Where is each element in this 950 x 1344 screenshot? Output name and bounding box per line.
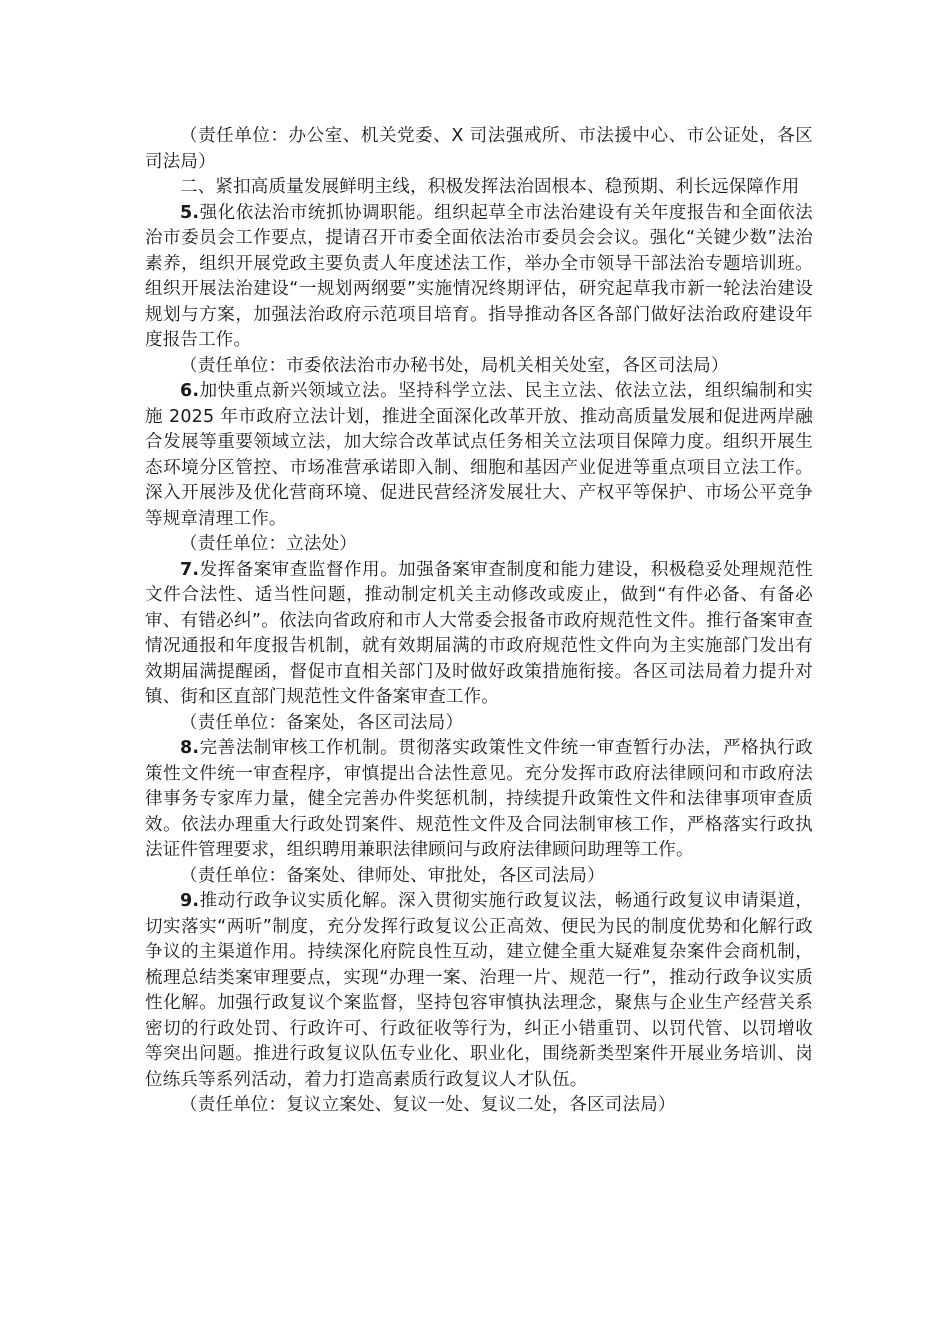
item-number: 9. (180, 891, 200, 911)
section-heading: 二、紧扣高质量发展鲜明主线，积极发挥法治固根本、稳预期、利长远保障作用 (180, 177, 800, 197)
item-number: 6. (180, 381, 200, 401)
responsibility-note: （责任单位：复议立案处、复议一处、复议二处，各区司法局） (180, 1095, 676, 1115)
item-paragraph (145, 889, 813, 1093)
item-number: 7. (180, 559, 200, 580)
item-number: 8. (180, 738, 200, 758)
item-text: 推动行政争议实质化解。深入贯彻实施行政复议法，畅通行政复议申请渠道，切实落实“两听”制度，充分发挥行政复议公正高效、便民为民的制度优势和化解行政争议的主渠道作用。持续深化府院良性互动，建立健全重大疑难复杂案件会商机制，梳理总结类案审理要点，实现“办理一案、治理一片、规范一行”，推动行政争议实质性化解。加强行政复议个案监督，坚持包容审慎执法理念，聚焦与企业生产经营关系密切的行政处罚、行政许可、行政征收等行为，纠正小错重罚、以罚代管、以罚增收等突出问题。推进行政复议队伍专业化、职业化，围绕新类型案件开展业务培训、岗位练兵等系列活动，着力打造高素质行政复议人才队伍。 (145, 891, 813, 1090)
responsibility-note: （责任单位：备案处、律师处、审批处，各区司法局） (180, 865, 605, 886)
responsibility-note: （责任单位：立法处） (180, 534, 357, 554)
item-text: 加快重点新兴领域立法。坚持科学立法、民主立法、依法立法，组织编制和实施 2025 年市政府立法计划，推进全面深化改革开放、推动高质量发展和促进两岸融合发展等重要领域立法，加大综合改革试点任务相关立法项目保障力度。组织开展生态环境分区管控、市场准营承诺即入制、细胞和基因产业促进等重点项目立法工作。深入开展涉及优化营商环境、促进民营经济发展壮大、产权平等保护、市场公平竞争等规章清理工作。 (145, 381, 813, 529)
item-paragraph (145, 379, 813, 532)
item-paragraph (145, 558, 813, 711)
item-text: 强化依法治市统抓协调职能。组织起草全市法治建设有关年度报告和全面依法治市委员会工作要点，提请召开市委全面依法治市委员会会议。强化“关键少数”法治素养，组织开展党政主要负责人年度述法工作，举办全市领导干部法治专题培训班。组织开展法治建设“一规划两纲要”实施情况终期评估，研究起草我市新一轮法治建设规划与方案，加强法治政府示范项目培育。指导推动各区各部门做好法治政府建设年度报告工作。 (145, 202, 813, 350)
item-paragraph (145, 736, 813, 864)
item-number: 5. (180, 202, 200, 223)
document-page (145, 124, 813, 1119)
item-text: 发挥备案审查监督作用。加强备案审查制度和能力建设，积极稳妥处理规范性文件合法性、适当性问题，推动制定机关主动修改或废止，做到“有件必备、有备必审、有错必纠”。依法向省政府和市人大常委会报备市政府规范性文件。推行备案审查情况通报和年度报告机制，就有效期届满的市政府规范性文件向为主实施部门发出有效期届满提醒函，督促市直相关部门及时做好政策措施衔接。各区司法局着力提升对镇、街和区直部门规范性文件备案审查工作。 (145, 559, 813, 707)
responsibility-note: （责任单位：备案处，各区司法局） (180, 712, 464, 733)
item-paragraph (145, 201, 813, 354)
responsibility-note: （责任单位：市委依法治市办秘书处，局机关相关处室，各区司法局） (180, 355, 729, 376)
responsibility-note: （责任单位：办公室、机关党委、X 司法强戒所、市法援中心、市公证处，各区司法局） (145, 126, 813, 172)
item-text: 完善法制审核工作机制。贯彻落实政策性文件统一审查暂行办法，严格执行政策性文件统一审查程序，审慎提出合法性意见。充分发挥市政府法律顾问和市政府法律事务专家库力量，健全完善办件奖惩机制，持续提升政策性文件和法律事项审查质效。依法办理重大行政处罚案件、规范性文件及合同法制审核工作，严格落实行政执法证件管理要求，组织聘用兼职法律顾问与政府法律顾问助理等工作。 (145, 738, 813, 860)
